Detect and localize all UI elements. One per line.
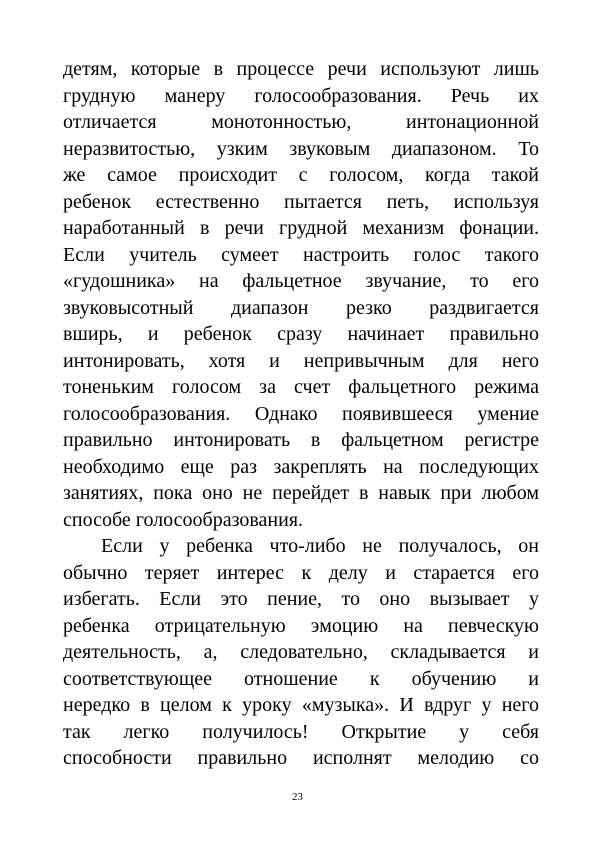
body-text [63, 56, 539, 772]
paragraph-1-line-18: способе голосообразования. [63, 508, 304, 531]
paragraph-1-line-15: правильно интонировать в фальцетном регистре [63, 429, 539, 451]
paragraph-2-line-3: избегать. Если это пение, то оно вызывает у [63, 588, 539, 610]
paragraph-2-line-9: способности правильно исполнят мелодию со [63, 747, 539, 769]
paragraph-1-line-5: же самое происходит с голосом, когда такой [63, 164, 539, 186]
paragraph-2-line-6: соответствующее отношение к обучению и [63, 667, 539, 690]
paragraph-1-line-11: вширь, и ребенок сразу начинает правильно [63, 323, 539, 345]
paragraph-1-line-4: неразвитостью, узким звуковым диапазоном. То [63, 137, 539, 160]
paragraph-1-line-13: тоненьким голосом за счет фальцетного режима [63, 376, 539, 398]
paragraph-1-line-17: занятиях, пока оно не перейдет в навык при любом [63, 482, 539, 504]
paragraph-1-line-16: необходимо еще раз закреплять на последующих [63, 455, 539, 478]
paragraph-2-line-1: Если у ребенка что-либо не получалось, он [101, 535, 539, 557]
paragraph-2-line-5: деятельность, а, следовательно, складывается и [63, 641, 539, 663]
paragraph-1-line-10: звуковысотный диапазон резко раздвигается [63, 296, 539, 319]
paragraph-1-line-8: Если учитель сумеет настроить голос такого [63, 243, 539, 266]
paragraph-2-line-7: нередко в целом к уроку «музыка». И вдруг у него [63, 694, 539, 716]
paragraph-1-line-2: грудную манеру голосообразования. Речь их [63, 84, 539, 107]
paragraph-1-line-6: ребенок естественно пытается петь, используя [63, 190, 539, 213]
paragraph-1-line-12: интонировать, хотя и непривычным для него [63, 349, 539, 372]
paragraph-1-line-14: голосообразования. Однако появившееся умение [63, 402, 539, 425]
paragraph-1-line-9: «гудошника» на фальцетное звучание, то его [63, 270, 539, 292]
paragraph-1-line-7: наработанный в речи грудной механизм фонации. [63, 217, 539, 239]
paragraph-2-line-4: ребенка отрицательную эмоцию на певческую [63, 614, 539, 637]
paragraph-2-line-8: так легко получилось! Открытие у себя [63, 720, 539, 743]
paragraph-2-line-2: обычно теряет интерес к делу и старается его [63, 561, 539, 584]
paragraph-1-line-1: детям, которые в процессе речи используют лишь [63, 58, 539, 80]
paragraph-1-line-3: отличается монотонностью, интонационной [63, 111, 539, 133]
page-number: 23 [292, 791, 303, 803]
